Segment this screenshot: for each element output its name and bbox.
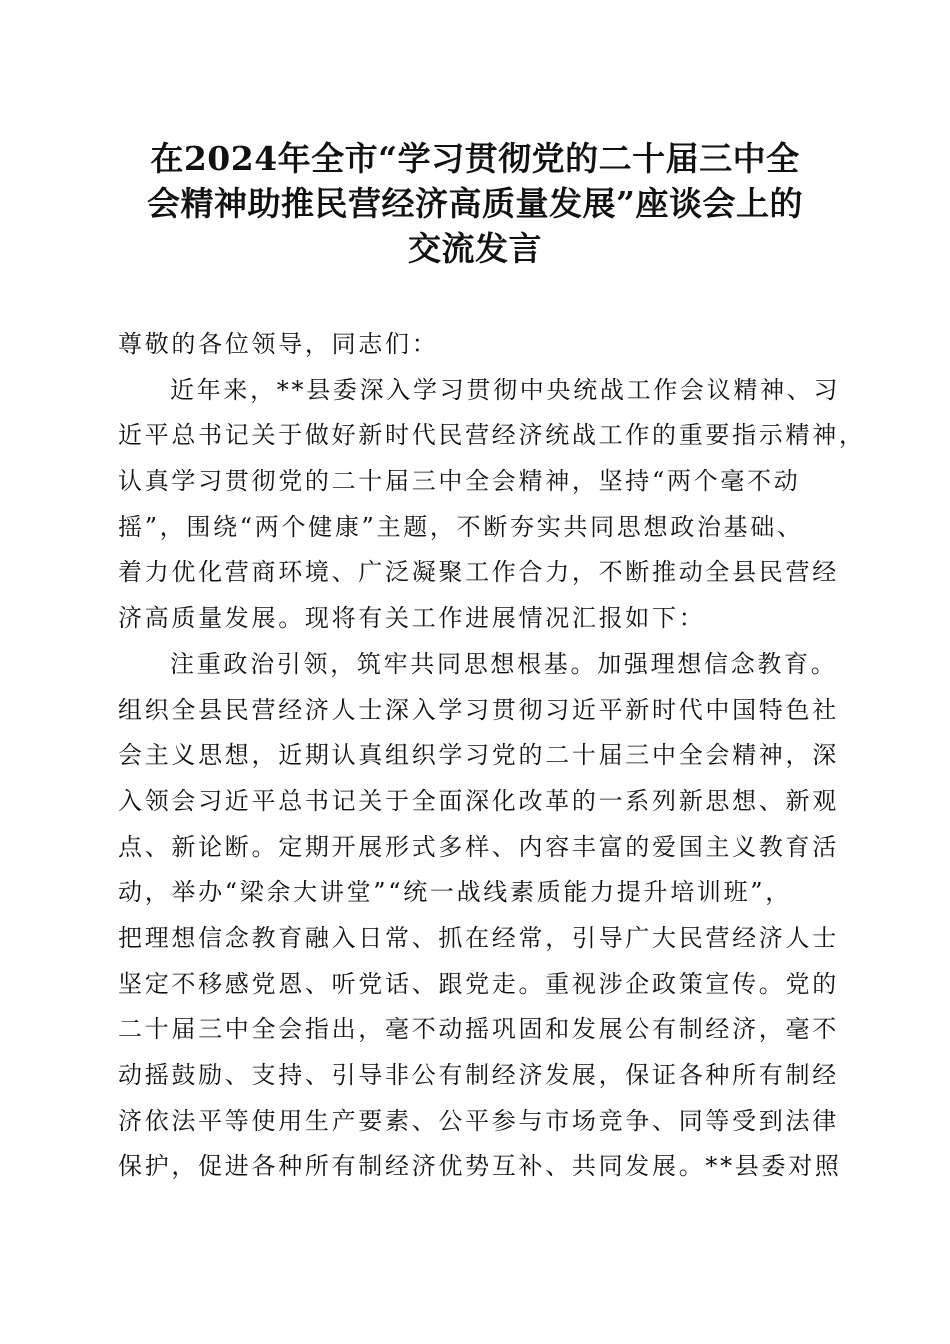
paragraph-2-line: 二十届三中全会指出，毫不动摇巩固和发展公有制经济，毫不 [118, 1015, 839, 1044]
paragraph-1-line: 认真学习贯彻党的二十届三中全会精神，坚持“两个毫不动 [118, 467, 801, 496]
salutation: 尊敬的各位领导，同志们： [118, 330, 439, 358]
paragraph-1-line: 着力优化营商环境、广泛凝聚工作合力，不断推动全县民营经 [118, 558, 839, 587]
paragraph-2-line: 保护，促进各种所有制经济优势互补、共同发展。**县委对照 [118, 1152, 842, 1181]
title-line-3: 交流发言 [408, 229, 542, 268]
title-line-1: 在2024年全市“学习贯彻党的二十届三中全 [150, 139, 800, 178]
paragraph-1-line: 近平总书记关于做好新时代民营经济统战工作的重要指示精神， [118, 421, 866, 450]
title-line-2: 会精神助推民营经济高质量发展”座谈会上的 [147, 184, 803, 223]
paragraph-2-line: 组织全县民营经济人士深入学习贯彻习近平新时代中国特色社 [118, 695, 839, 724]
paragraph-2-line: 会主义思想，近期认真组织学习党的二十届三中全会精神，深 [118, 741, 839, 770]
paragraph-1-line: 近年来，**县委深入学习贯彻中央统战工作会议精神、习 [170, 375, 841, 404]
paragraph-2-line: 点、新论断。定期开展形式多样、内容丰富的爱国主义教育活 [118, 832, 839, 861]
paragraph-2-line: 把理想信念教育融入日常、抓在经常，引导广大民营经济人士 [118, 923, 839, 952]
paragraph-1-line: 济高质量发展。现将有关工作进展情况汇报如下： [118, 604, 706, 633]
paragraph-2-line: 坚定不移感党恩、听党话、跟党走。重视涉企政策宣传。党的 [118, 969, 839, 998]
paragraph-2-line: 入领会习近平总书记关于全面深化改革的一系列新思想、新观 [118, 786, 839, 815]
paragraph-2-line: 动，举办“梁余大讲堂”“统一战线素质能力提升培训班”， [118, 878, 792, 907]
paragraph-2-line: 动摇鼓励、支持、引导非公有制经济发展，保证各种所有制经 [118, 1061, 839, 1089]
paragraph-2-line: 注重政治引领，筑牢共同思想根基。加强理想信念教育。 [170, 649, 838, 678]
document-title [110, 136, 840, 271]
paragraph-1-line: 摇”，围绕“两个健康”主题，不断夯实共同思想政治基础、 [118, 512, 804, 541]
document-body [118, 322, 866, 1190]
paragraph-2-line: 济依法平等使用生产要素、公平参与市场竞争、同等受到法律 [118, 1106, 839, 1135]
